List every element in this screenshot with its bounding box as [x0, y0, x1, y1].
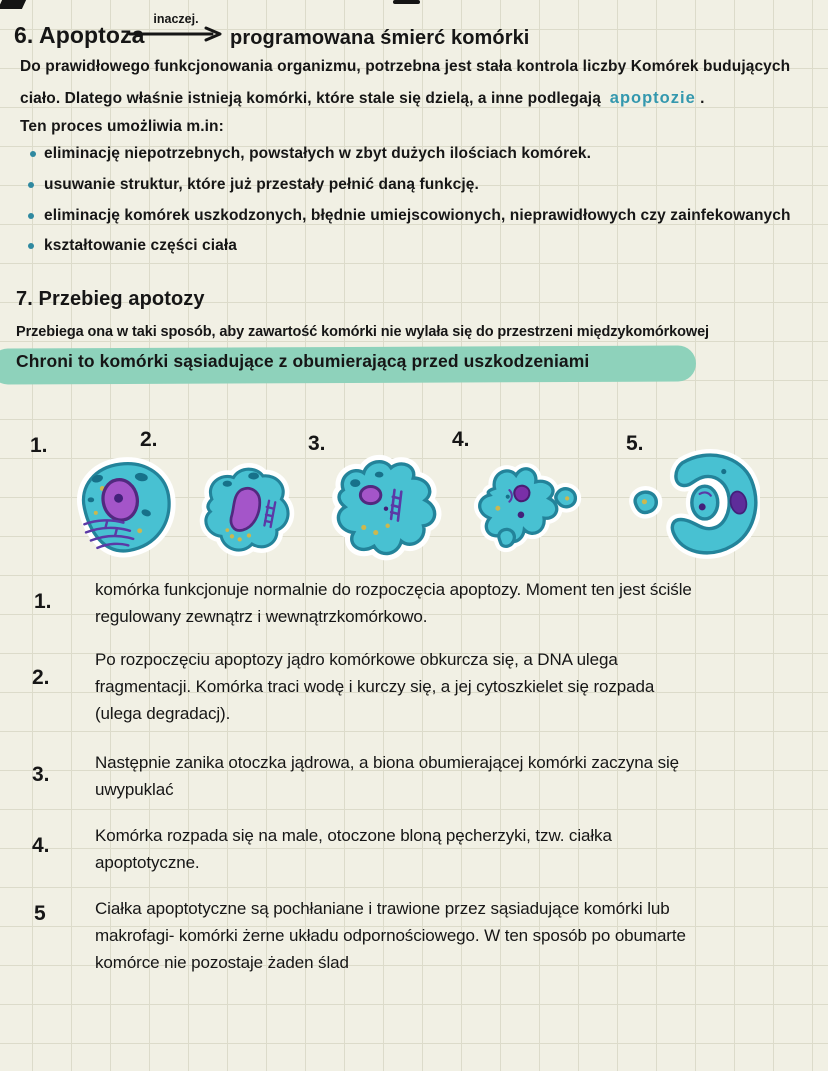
step-text: [95, 895, 686, 976]
step-line: komórce nie pozostaje żaden ślad: [95, 953, 349, 972]
stage-label-4: 4.: [452, 428, 470, 451]
section-7-heading: 7. Przebieg apotozy: [16, 288, 205, 310]
bullet-item: usuwanie struktur, które już przestały pełnić daną funkcję.: [44, 176, 479, 193]
step-line: apoptotyczne.: [95, 853, 200, 872]
bullet-item: eliminację niepotrzebnych, powstałych w zbyt dużych ilościach komórek.: [44, 145, 592, 162]
step-line: (ulega degradacj).: [95, 704, 231, 723]
section-6-subtitle: programowana śmierć komórki: [230, 27, 530, 49]
section-7-line: Przebiega ona w taki sposób, aby zawartość komórki nie wylała się do przestrzeni międzykomórkowej: [16, 324, 709, 340]
step-number: 3.: [32, 763, 50, 786]
apoptozie-keyword: apoptozie: [609, 89, 696, 107]
intro-line-2-text: ciało. Dlatego właśnie istnieją komórki, które stale się dzielą, a inne podlegają: [20, 90, 601, 107]
bullet-dot: [28, 243, 34, 249]
bullet-dot: [30, 151, 36, 157]
step-number: 1.: [34, 590, 52, 613]
step-text: [95, 576, 692, 630]
step-text: [95, 646, 654, 727]
stage-label-3: 3.: [308, 432, 326, 455]
step-line: uwypuklać: [95, 780, 174, 799]
step-number: 5: [34, 902, 46, 925]
stage-label-5: 5.: [626, 432, 644, 455]
cell-stage-1-drawing: [60, 448, 182, 568]
step-line: fragmentacji. Komórka traci wodę i kurczy się, a jej cytoszkielet się rozpada: [95, 677, 655, 696]
photo-edge-dash: [393, 0, 420, 4]
step-line: Ciałka apoptotyczne są pochłaniane i trawione przez sąsiadujące komórki lub: [95, 899, 670, 918]
cell-stage-3-drawing: [316, 446, 444, 568]
stage-label-1: 1.: [30, 434, 48, 457]
highlighted-sentence: Chroni to komórki sąsiadujące z obumierającą przed uszkodzeniami: [16, 351, 590, 371]
bullet-dot: [28, 182, 34, 188]
step-line: komórka funkcjonuje normalnie do rozpoczęcia apoptozy. Moment ten jest ściśle: [95, 580, 692, 599]
stage-label-2: 2.: [140, 428, 158, 451]
cell-stage-5-drawing: [622, 440, 760, 566]
photo-edge-mark: [0, 0, 26, 9]
inaczej-arrow: [128, 13, 224, 42]
step-number: 4.: [32, 834, 50, 857]
step-text: [95, 822, 612, 876]
arrow-label: inaczej.: [153, 12, 199, 26]
cell-stage-2-drawing: [184, 454, 300, 566]
step-line: regulowany zewnątrz i wewnątrzkomórkowo.: [95, 607, 428, 626]
step-line: makrofagi- komórki żerne układu odpornościowego. W ten sposób po obumarte: [95, 926, 686, 945]
right-arrow-icon: [128, 26, 224, 42]
step-line: Komórka rozpada się na male, otoczone bloną pęcherzyki, tzw. ciałka: [95, 826, 612, 845]
intro-line-2-period: .: [695, 90, 705, 107]
intro-line-2: [20, 89, 705, 108]
intro-lead: Ten proces umożliwia m.in:: [20, 118, 224, 135]
cell-stage-4-drawing: [450, 444, 582, 570]
bullet-dot: [28, 213, 34, 219]
step-line: Po rozpoczęciu apoptozy jądro komórkowe obkurcza się, a DNA ulega: [95, 650, 618, 669]
section-6-heading: 6. Apoptoza: [14, 22, 145, 48]
step-number: 2.: [32, 666, 50, 689]
bullet-item: eliminację komórek uszkodzonych, błędnie umiejscowionych, nieprawidłowych czy zainfekowanych: [44, 207, 791, 224]
bullet-item: kształtowanie części ciała: [44, 237, 238, 254]
step-line: Następnie zanika otoczka jądrowa, a biona obumierającej komórki zaczyna się: [95, 753, 680, 772]
intro-line-1: Do prawidłowego funkcjonowania organizmu, potrzebna jest stała kontrola liczby Komórek budujących: [20, 58, 791, 75]
step-text: [95, 749, 679, 803]
